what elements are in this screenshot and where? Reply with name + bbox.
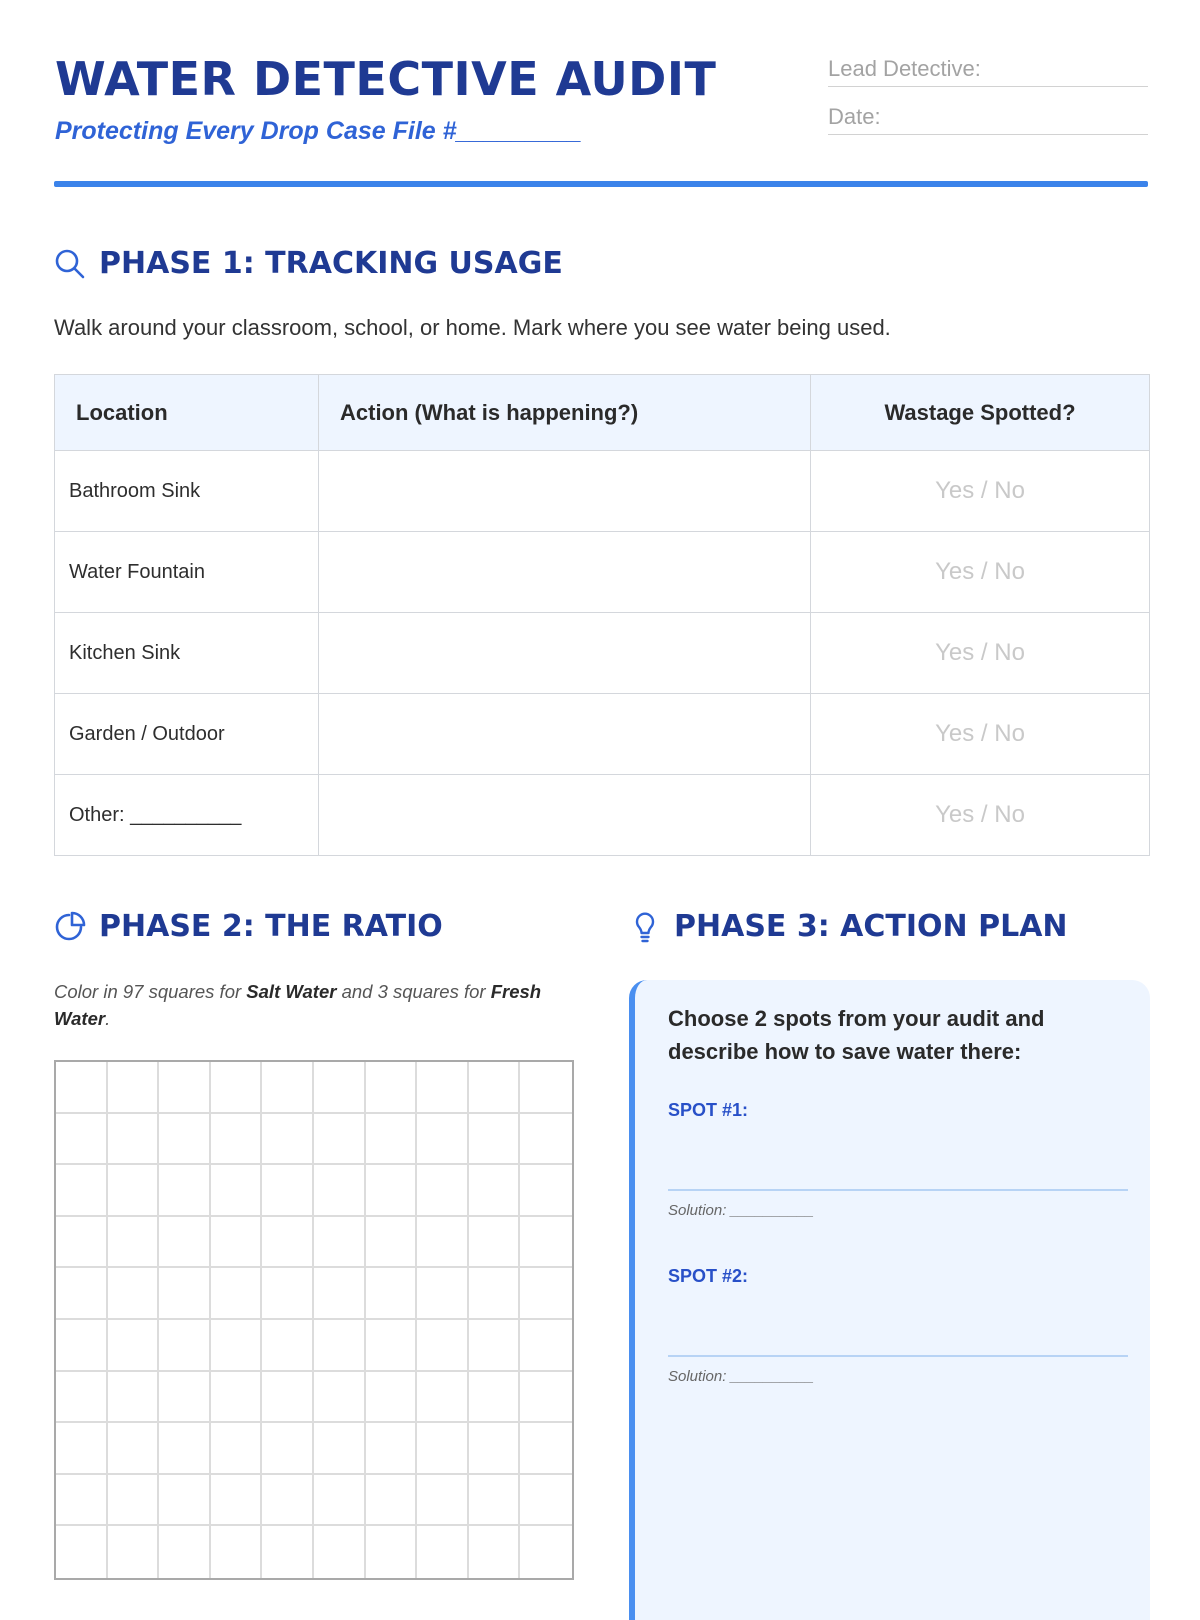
location-cell: Kitchen Sink [55, 613, 319, 694]
action-cell[interactable] [319, 613, 811, 694]
spot2-solution[interactable]: Solution: __________ [668, 1368, 814, 1385]
grid-square[interactable] [417, 1320, 469, 1372]
grid-square[interactable] [211, 1165, 263, 1217]
grid-square[interactable] [314, 1165, 366, 1217]
grid-square[interactable] [314, 1114, 366, 1166]
grid-square[interactable] [366, 1062, 418, 1114]
grid-square[interactable] [211, 1320, 263, 1372]
phase2-title: PHASE 2: THE RATIO [99, 909, 443, 944]
grid-square[interactable] [56, 1165, 108, 1217]
grid-square[interactable] [469, 1475, 521, 1527]
grid-square[interactable] [366, 1475, 418, 1527]
phase3-heading [628, 909, 1068, 944]
grid-square[interactable] [211, 1268, 263, 1320]
fresh-water-label: Fresh Water [54, 981, 542, 1029]
grid-square[interactable] [108, 1114, 160, 1166]
spot1-solution[interactable]: Solution: __________ [668, 1202, 814, 1219]
grid-square[interactable] [262, 1423, 314, 1475]
pie-chart-icon [53, 910, 87, 944]
grid-square[interactable] [159, 1268, 211, 1320]
instr-prefix: Color in 97 squares for [54, 981, 247, 1002]
table-row [55, 451, 1150, 532]
grid-square[interactable] [520, 1320, 572, 1372]
grid-square[interactable] [108, 1062, 160, 1114]
page-subtitle: Protecting Every Drop Case File #_________ [55, 117, 582, 145]
grid-square[interactable] [417, 1372, 469, 1424]
grid-square[interactable] [469, 1165, 521, 1217]
grid-square[interactable] [520, 1062, 572, 1114]
grid-square[interactable] [417, 1268, 469, 1320]
grid-square[interactable] [159, 1423, 211, 1475]
lightbulb-icon [628, 910, 662, 944]
phase2-heading [53, 909, 443, 944]
grid-square[interactable] [56, 1062, 108, 1114]
grid-square[interactable] [366, 1165, 418, 1217]
grid-square[interactable] [262, 1165, 314, 1217]
grid-square[interactable] [108, 1217, 160, 1269]
grid-square[interactable] [56, 1320, 108, 1372]
column-header-location: Location [55, 375, 319, 451]
grid-square[interactable] [108, 1372, 160, 1424]
grid-square[interactable] [417, 1114, 469, 1166]
grid-square[interactable] [520, 1372, 572, 1424]
grid-square[interactable] [56, 1475, 108, 1527]
grid-square[interactable] [262, 1062, 314, 1114]
grid-square[interactable] [108, 1423, 160, 1475]
grid-square[interactable] [159, 1165, 211, 1217]
grid-square[interactable] [366, 1114, 418, 1166]
spot1-label: SPOT #1: [668, 1100, 749, 1120]
grid-square[interactable] [56, 1268, 108, 1320]
grid-square[interactable] [469, 1526, 521, 1578]
spot1-answer-line[interactable] [668, 1189, 1128, 1191]
header-divider [54, 181, 1148, 187]
action-cell[interactable] [319, 775, 811, 856]
grid-square[interactable] [262, 1114, 314, 1166]
grid-square[interactable] [469, 1320, 521, 1372]
instr-suffix: . [105, 1008, 111, 1029]
grid-square[interactable] [417, 1217, 469, 1269]
date-label: Date: [828, 104, 881, 129]
grid-square[interactable] [108, 1526, 160, 1578]
table-row [55, 694, 1150, 775]
grid-square[interactable] [520, 1423, 572, 1475]
hundred-square-grid[interactable] [54, 1060, 574, 1580]
grid-square[interactable] [314, 1526, 366, 1578]
grid-square[interactable] [417, 1062, 469, 1114]
phase1-title: PHASE 1: TRACKING USAGE [99, 246, 563, 281]
grid-square[interactable] [211, 1475, 263, 1527]
phase1-intro: Walk around your classroom, school, or home. Mark where you see water being used. [54, 315, 891, 340]
grid-square[interactable] [159, 1320, 211, 1372]
grid-square[interactable] [211, 1526, 263, 1578]
grid-square[interactable] [108, 1165, 160, 1217]
grid-square[interactable] [108, 1475, 160, 1527]
grid-square[interactable] [417, 1423, 469, 1475]
action-cell[interactable] [319, 451, 811, 532]
grid-square[interactable] [469, 1372, 521, 1424]
lead-detective-label: Lead Detective: [828, 56, 981, 81]
grid-square[interactable] [211, 1217, 263, 1269]
wastage-cell[interactable]: Yes / No [811, 694, 1150, 775]
grid-square[interactable] [314, 1268, 366, 1320]
grid-square[interactable] [159, 1062, 211, 1114]
grid-square[interactable] [262, 1475, 314, 1527]
location-cell: Other: __________ [55, 775, 319, 856]
location-cell: Garden / Outdoor [55, 694, 319, 775]
action-plan-card [629, 980, 1150, 1620]
grid-square[interactable] [366, 1268, 418, 1320]
grid-square[interactable] [314, 1372, 366, 1424]
grid-square[interactable] [211, 1062, 263, 1114]
page-title: WATER DETECTIVE AUDIT [55, 52, 717, 106]
magnifier-icon [53, 247, 87, 281]
date-field[interactable] [828, 104, 1148, 135]
action-cell[interactable] [319, 532, 811, 613]
grid-square[interactable] [211, 1372, 263, 1424]
salt-water-label: Salt Water [246, 981, 337, 1002]
grid-square[interactable] [108, 1268, 160, 1320]
action-plan-prompt: Choose 2 spots from your audit and describe how to save water there: [668, 1006, 1045, 1064]
grid-square[interactable] [366, 1320, 418, 1372]
grid-square[interactable] [417, 1165, 469, 1217]
grid-square[interactable] [366, 1526, 418, 1578]
grid-square[interactable] [56, 1217, 108, 1269]
grid-square[interactable] [520, 1268, 572, 1320]
grid-square[interactable] [159, 1217, 211, 1269]
grid-square[interactable] [159, 1526, 211, 1578]
location-cell: Water Fountain [55, 532, 319, 613]
grid-square[interactable] [314, 1423, 366, 1475]
ratio-instructions [54, 978, 564, 1032]
grid-square[interactable] [417, 1475, 469, 1527]
grid-square[interactable] [262, 1372, 314, 1424]
grid-square[interactable] [159, 1372, 211, 1424]
grid-square[interactable] [469, 1114, 521, 1166]
grid-square[interactable] [159, 1114, 211, 1166]
grid-square[interactable] [520, 1114, 572, 1166]
grid-square[interactable] [469, 1423, 521, 1475]
grid-square[interactable] [469, 1268, 521, 1320]
wastage-cell[interactable]: Yes / No [811, 613, 1150, 694]
grid-square[interactable] [56, 1372, 108, 1424]
grid-square[interactable] [262, 1320, 314, 1372]
usage-table [54, 374, 1150, 856]
grid-square[interactable] [520, 1526, 572, 1578]
instr-middle: and 3 squares for [336, 981, 491, 1002]
grid-square[interactable] [211, 1114, 263, 1166]
grid-square[interactable] [314, 1320, 366, 1372]
wastage-cell[interactable]: Yes / No [811, 775, 1150, 856]
spot2-label: SPOT #2: [668, 1266, 749, 1286]
grid-square[interactable] [417, 1526, 469, 1578]
grid-square[interactable] [56, 1423, 108, 1475]
table-row [55, 532, 1150, 613]
grid-square[interactable] [520, 1165, 572, 1217]
grid-square[interactable] [469, 1062, 521, 1114]
grid-square[interactable] [366, 1372, 418, 1424]
grid-square[interactable] [520, 1217, 572, 1269]
grid-square[interactable] [366, 1217, 418, 1269]
grid-square[interactable] [211, 1423, 263, 1475]
grid-square[interactable] [314, 1062, 366, 1114]
grid-square[interactable] [56, 1526, 108, 1578]
wastage-cell[interactable]: Yes / No [811, 451, 1150, 532]
lead-detective-field[interactable] [828, 56, 1148, 87]
grid-square[interactable] [262, 1268, 314, 1320]
table-row [55, 613, 1150, 694]
column-header-wastage: Wastage Spotted? [811, 375, 1150, 451]
grid-square[interactable] [159, 1475, 211, 1527]
wastage-cell[interactable]: Yes / No [811, 532, 1150, 613]
location-cell: Bathroom Sink [55, 451, 319, 532]
grid-square[interactable] [520, 1475, 572, 1527]
column-header-action: Action (What is happening?) [319, 375, 811, 451]
phase3-title: PHASE 3: ACTION PLAN [674, 909, 1068, 944]
grid-square[interactable] [469, 1217, 521, 1269]
spot2-answer-line[interactable] [668, 1355, 1128, 1357]
phase1-heading [53, 246, 563, 281]
grid-square[interactable] [262, 1526, 314, 1578]
table-row [55, 775, 1150, 856]
grid-square[interactable] [314, 1475, 366, 1527]
grid-square[interactable] [56, 1114, 108, 1166]
grid-square[interactable] [314, 1217, 366, 1269]
action-cell[interactable] [319, 694, 811, 775]
grid-square[interactable] [108, 1320, 160, 1372]
grid-square[interactable] [262, 1217, 314, 1269]
table-header-row [55, 375, 1150, 451]
grid-square[interactable] [366, 1423, 418, 1475]
